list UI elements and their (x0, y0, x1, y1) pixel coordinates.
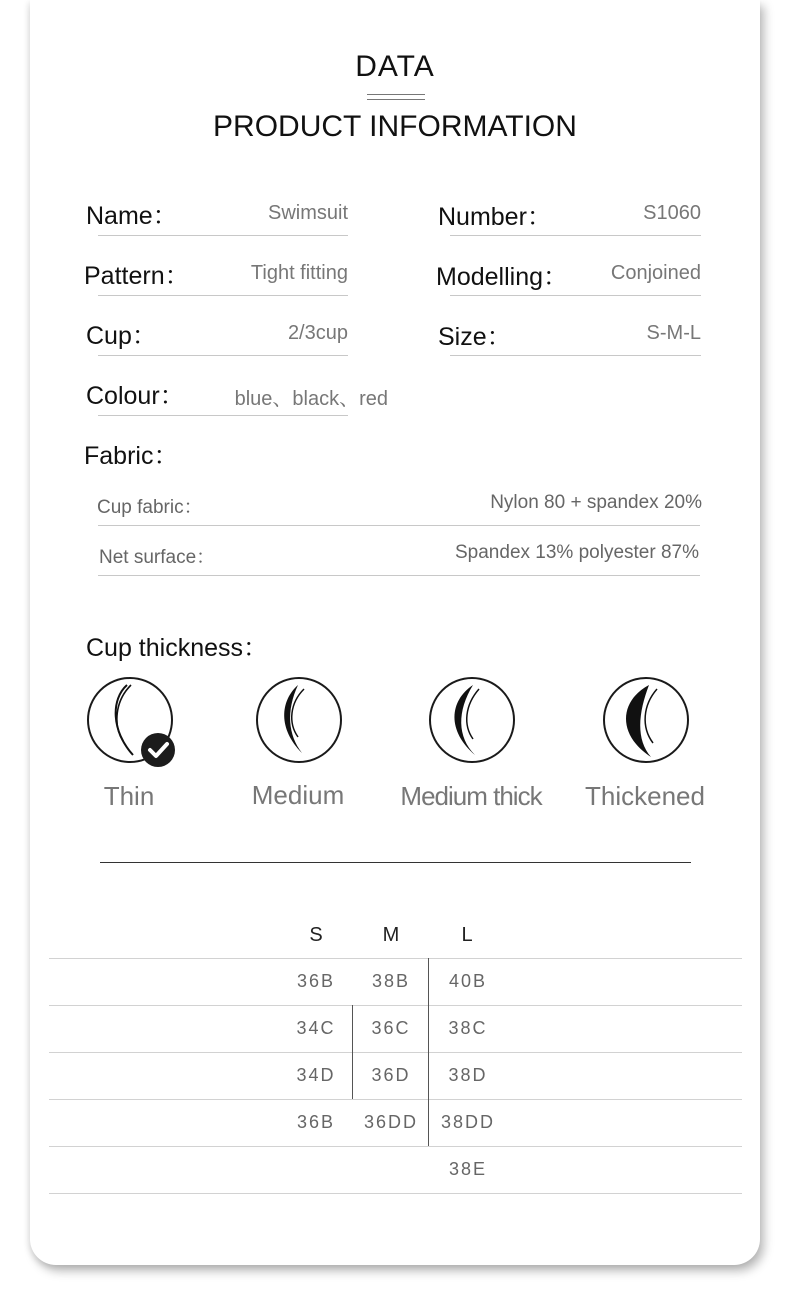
name-label: Name： (86, 202, 178, 230)
cup-medium-thick-icon[interactable] (429, 677, 515, 763)
cup-fabric-rule (98, 525, 700, 526)
cup-thickness-label: Cup thickness： (86, 634, 269, 662)
fabric-label: Fabric： (84, 442, 179, 470)
pattern-label: Pattern： (84, 262, 190, 290)
pattern-value: Tight fitting (250, 262, 348, 284)
table-cell: 36D (371, 1065, 411, 1085)
table-row-line (49, 1052, 742, 1053)
table-cell: 34C (296, 1018, 336, 1038)
cup-rule (98, 355, 348, 356)
size-value: S-M-L (646, 322, 701, 344)
number-label: Number： (438, 203, 552, 231)
cup-label: Cup： (86, 322, 157, 350)
table-cell: 36C (371, 1018, 411, 1038)
cup-value: 2/3cup (287, 322, 348, 344)
table-cell: 36DD (363, 1112, 419, 1132)
table-row-line (49, 1146, 742, 1147)
size-header-m: M (382, 924, 400, 946)
selected-check-icon (141, 733, 175, 767)
net-surface-value: Spandex 13% polyester 87% (455, 542, 699, 563)
page-title: DATA (355, 50, 435, 83)
medium-option-label[interactable]: Medium (251, 780, 345, 810)
page-subtitle: PRODUCT INFORMATION (213, 110, 577, 143)
table-cell: 38D (448, 1065, 488, 1085)
table-row-line (49, 1005, 742, 1006)
colour-value: blue、black、red (234, 388, 388, 410)
cup-fabric-value: Nylon 80 + spandex 20% (490, 492, 702, 513)
table-cell: 38DD (440, 1112, 496, 1132)
cup-thickened-icon[interactable] (603, 677, 689, 763)
table-cell: 38E (448, 1159, 488, 1179)
size-header-s: S (309, 924, 323, 946)
table-cell: 36B (296, 971, 336, 991)
cup-fabric-label: Cup fabric： (97, 497, 203, 518)
size-rule (450, 355, 701, 356)
net-surface-label: Net surface： (99, 547, 216, 568)
section-divider (100, 862, 691, 863)
thickened-option-label[interactable]: Thickened (585, 781, 705, 811)
modelling-label: Modelling： (436, 263, 569, 291)
table-cell: 40B (448, 971, 488, 991)
table-row-line (49, 1099, 742, 1100)
name-value: Swimsuit (267, 202, 348, 224)
net-surface-rule (98, 575, 700, 576)
table-row-line (49, 958, 742, 959)
title-divider (367, 94, 425, 100)
table-cell: 38B (371, 971, 411, 991)
table-cell: 36B (296, 1112, 336, 1132)
number-rule (450, 235, 701, 236)
table-cell: 38C (448, 1018, 488, 1038)
size-label: Size： (438, 323, 512, 351)
table-column-divider (428, 958, 429, 1146)
size-header-l: L (461, 924, 473, 946)
thin-option-label[interactable]: Thin (103, 781, 155, 811)
table-row-line (49, 1193, 742, 1194)
medium-thick-option-label[interactable]: Medium thick (400, 781, 542, 811)
colour-label: Colour： (86, 382, 185, 410)
modelling-rule (450, 295, 701, 296)
cup-medium-icon[interactable] (256, 677, 342, 763)
pattern-rule (98, 295, 348, 296)
table-cell: 34D (296, 1065, 336, 1085)
colour-rule (98, 415, 348, 416)
name-rule (98, 235, 348, 236)
number-value: S1060 (643, 202, 701, 224)
modelling-value: Conjoined (610, 262, 701, 284)
